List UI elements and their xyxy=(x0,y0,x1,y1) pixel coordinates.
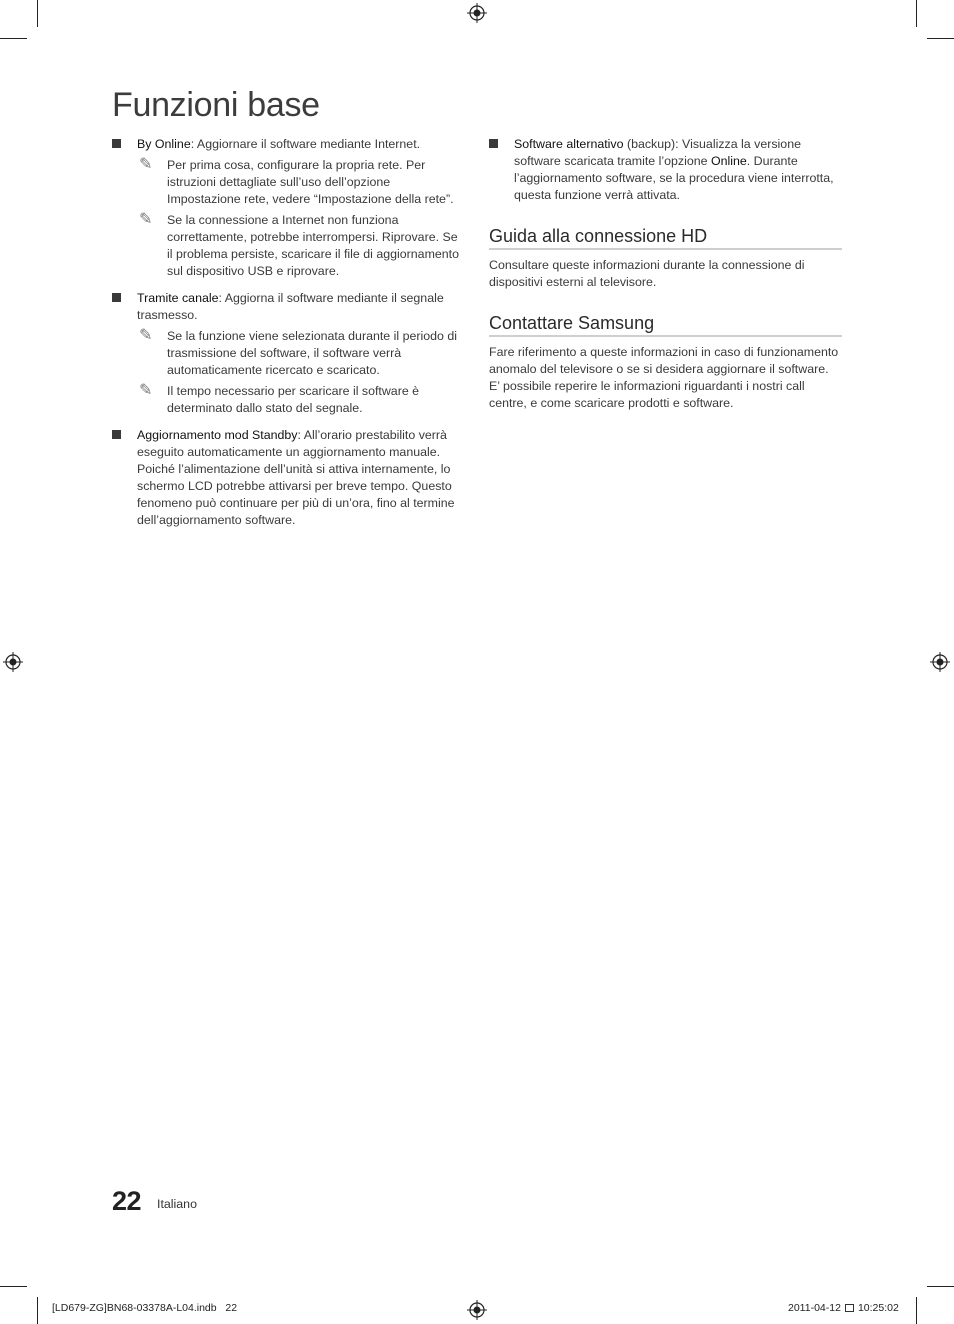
crop-mark xyxy=(37,1297,38,1324)
registration-mark-icon xyxy=(467,3,487,23)
bullet-text: : Aggiornare il software mediante Internet. xyxy=(190,137,421,151)
right-column xyxy=(489,136,842,412)
footer-date-time xyxy=(788,1302,899,1314)
page-number: 22 xyxy=(112,1186,142,1216)
pencil-note-icon: ✎ xyxy=(139,211,153,228)
crop-mark xyxy=(0,38,27,39)
registration-mark-icon xyxy=(3,652,23,672)
note-text: Se la connessione a Internet non funziona correttamente, potrebbe interrompersi. Riprovare. Se il problema persiste, scaricare il file di aggiornamento sul dispositivo USB e riprovare. xyxy=(167,213,460,278)
section-body-samsung: Fare riferimento a queste informazioni in caso di funzionamento anomalo del televisore o se si desidera aggiornare il software. E’ possibile reperire le informazioni riguardanti i nostri call centre, e come scaricare prodotti e software. xyxy=(489,345,839,410)
bullet-by-online xyxy=(112,136,464,280)
square-bullet-icon xyxy=(112,430,121,439)
square-bullet-icon xyxy=(112,293,121,302)
note xyxy=(137,328,464,379)
footer-date: 2011-04-12 xyxy=(788,1302,841,1314)
registration-mark-icon xyxy=(467,1300,487,1320)
bullet-text: . Durante l’aggiornamento software, se la procedura viene interrotta, questa funzione verrà attivata. xyxy=(514,154,834,202)
pencil-note-icon: ✎ xyxy=(139,156,153,173)
pencil-note-icon: ✎ xyxy=(139,382,153,399)
note-text: Il tempo necessario per scaricare il software è determinato dallo stato del segnale. xyxy=(167,384,420,415)
note xyxy=(137,157,464,208)
bullet-lead: By Online xyxy=(137,137,191,151)
footer-file-name xyxy=(52,1302,237,1314)
bullet-lead: Tramite canale xyxy=(137,291,219,305)
bullet-tramite-canale xyxy=(112,290,464,417)
section-body-hd: Consultare queste informazioni durante la connessione di dispositivi esterni al televisore. xyxy=(489,258,805,289)
footer-time: 10:25:02 xyxy=(857,1302,899,1314)
square-bullet-icon xyxy=(112,139,121,148)
section-heading-samsung: Contattare Samsung xyxy=(489,315,842,337)
note-text: Se la funzione viene selezionata durante il periodo di trasmissione del software, il software verrà automaticamente ricercato e scaricato. xyxy=(167,329,458,377)
bullet-lead: Software alternativo xyxy=(514,137,624,151)
bullet-text: : Aggiorna il software mediante il segnale trasmesso. xyxy=(137,291,444,322)
crop-mark xyxy=(916,0,917,27)
section-heading-hd: Guida alla connessione HD xyxy=(489,228,842,250)
note xyxy=(137,212,464,280)
clock-icon xyxy=(845,1304,854,1312)
crop-mark xyxy=(916,1297,917,1324)
bullet-software-alternativo xyxy=(489,136,842,204)
registration-mark-icon xyxy=(930,652,950,672)
crop-mark xyxy=(0,1286,27,1287)
pencil-note-icon: ✎ xyxy=(139,327,153,344)
file-name-text: [LD679-ZG]BN68-03378A-L04.indb 22 xyxy=(52,1302,238,1314)
note xyxy=(137,383,464,417)
note-text: Per prima cosa, configurare la propria rete. Per istruzioni dettagliate sull’uso dell’opzione Impostazione rete, vedere “Impostazione della rete”. xyxy=(167,158,454,206)
page-title: Funzioni base xyxy=(112,86,320,124)
bullet-bold: Online xyxy=(710,154,747,168)
square-bullet-icon xyxy=(489,139,498,148)
bullet-text: (backup): Visualizza la versione software scaricata tramite l’opzione xyxy=(514,137,801,168)
page-language: Italiano xyxy=(157,1197,197,1211)
crop-mark xyxy=(927,1286,954,1287)
bullet-lead: Aggiornamento mod Standby xyxy=(137,428,298,442)
crop-mark xyxy=(37,0,38,27)
crop-mark xyxy=(927,38,954,39)
bullet-aggiornamento-standby xyxy=(112,427,464,529)
bullet-text: : All’orario prestabilito verrà eseguito automaticamente un aggiornamento manuale. Poiché l’alimentazione dell’unità si attiva internamente, lo schermo LCD potrebbe attivarsi per breve tempo. Questo fenomeno può continuare per più di un’ora, fino al termine dell’aggiornamento software. xyxy=(137,428,455,527)
left-column xyxy=(112,136,464,536)
